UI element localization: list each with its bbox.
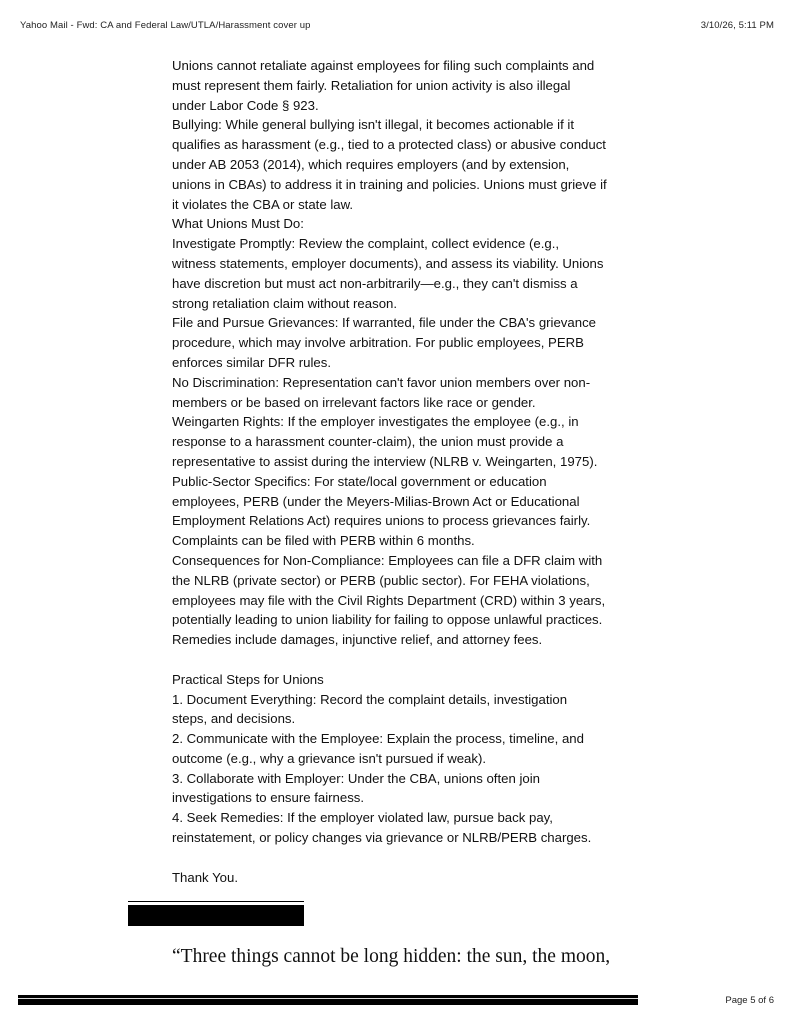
- signature-quote: “Three things cannot be long hidden: the sun, the moon,: [172, 946, 611, 967]
- body-line: employees may file with the Civil Rights Department (CRD) within 3 years,: [172, 592, 606, 608]
- print-datetime: 3/10/26, 5:11 PM: [700, 20, 774, 31]
- body-line: 1. Document Everything: Record the complaint details, investigation: [172, 691, 568, 707]
- body-line: outcome (e.g., why a grievance isn't pursued if weak).: [172, 750, 487, 766]
- body-line: File and Pursue Grievances: If warranted, file under the CBA's grievance: [172, 315, 596, 331]
- body-line: reinstatement, or policy changes via grievance or NLRB/PERB charges.: [172, 830, 592, 846]
- body-line: enforces similar DFR rules.: [172, 354, 332, 370]
- email-body: [172, 56, 642, 887]
- blank-line: [172, 848, 642, 868]
- body-line: response to a harassment counter-claim), the union must provide a: [172, 434, 564, 450]
- body-line: Weingarten Rights: If the employer investigates the employee (e.g., in: [172, 414, 579, 430]
- body-line: Consequences for Non-Compliance: Employees can file a DFR claim with: [172, 552, 603, 568]
- body-line: under Labor Code § 923.: [172, 97, 319, 113]
- body-line: employees, PERB (under the Meyers-Milias-Brown Act or Educational: [172, 493, 580, 509]
- body-line: Complaints can be filed with PERB within 6 months.: [172, 533, 475, 549]
- body-line: it violates the CBA or state law.: [172, 196, 354, 212]
- body-line: the NLRB (private sector) or PERB (public sector). For FEHA violations,: [172, 572, 590, 588]
- body-line: Remedies include damages, injunctive relief, and attorney fees.: [172, 632, 543, 648]
- body-line: Public-Sector Specifics: For state/local government or education: [172, 473, 547, 489]
- body-line: must represent them fairly. Retaliation for union activity is also illegal: [172, 77, 571, 93]
- body-line: unions in CBAs) to address it in training and policies. Unions must grieve if: [172, 176, 607, 192]
- body-line: representative to assist during the interview (NLRB v. Weingarten, 1975).: [172, 453, 598, 469]
- body-line: Bullying: While general bullying isn't illegal, it becomes actionable if it: [172, 117, 575, 133]
- body-line: qualifies as harassment (e.g., tied to a protected class) or abusive conduct: [172, 137, 606, 153]
- body-line: members or be based on irrelevant factors like race or gender.: [172, 394, 536, 410]
- redaction-rule: [128, 901, 304, 902]
- body-line: No Discrimination: Representation can't favor union members over non-: [172, 374, 591, 390]
- body-line: Unions cannot retaliate against employees for filing such complaints and: [172, 58, 595, 73]
- body-line: potentially leading to union liability for failing to oppose unlawful practices.: [172, 612, 603, 628]
- body-line: investigations to ensure fairness.: [172, 790, 365, 806]
- email-title: Yahoo Mail - Fwd: CA and Federal Law/UTLA/Harassment cover up: [20, 20, 311, 31]
- body-line: witness statements, employer documents), and assess its viability. Unions: [172, 255, 604, 271]
- body-line: What Unions Must Do:: [172, 216, 304, 232]
- body-line: 3. Collaborate with Employer: Under the CBA, unions often join: [172, 770, 540, 786]
- blank-line: [172, 650, 642, 670]
- body-line: steps, and decisions.: [172, 711, 296, 727]
- body-line: Thank You.: [172, 869, 238, 885]
- body-line: under AB 2053 (2014), which requires employers (and by extension,: [172, 156, 570, 172]
- footer-bar: [18, 995, 638, 1005]
- page-number: Page 5 of 6: [725, 995, 774, 1006]
- body-line: 2. Communicate with the Employee: Explain the process, timeline, and: [172, 731, 584, 747]
- redacted-signature: [128, 905, 304, 926]
- body-line: have discretion but must act non-arbitrarily—e.g., they can't dismiss a: [172, 275, 578, 291]
- body-line: Investigate Promptly: Review the complaint, collect evidence (e.g.,: [172, 236, 560, 252]
- body-line: strong retaliation claim without reason.: [172, 295, 398, 311]
- body-line: Practical Steps for Unions: [172, 671, 324, 687]
- body-line: 4. Seek Remedies: If the employer violated law, pursue back pay,: [172, 810, 553, 826]
- body-line: Employment Relations Act) requires unions to process grievances fairly.: [172, 513, 591, 529]
- body-line: procedure, which may involve arbitration. For public employees, PERB: [172, 335, 584, 351]
